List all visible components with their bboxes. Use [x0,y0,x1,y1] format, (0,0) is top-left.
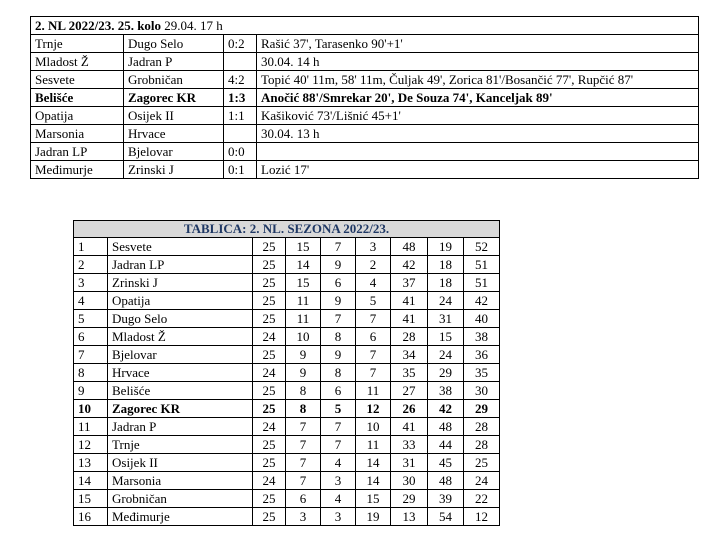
score: 0:0 [224,143,257,161]
home-team: Opatija [31,107,124,125]
wins: 9 [286,346,321,364]
points: 51 [464,274,500,292]
played: 24 [253,328,286,346]
position: 7 [74,346,108,364]
draws: 8 [321,364,356,382]
goals-against: 31 [428,310,464,328]
losses: 7 [356,310,391,328]
goals-against: 18 [428,274,464,292]
goals-for: 28 [391,328,428,346]
losses: 2 [356,256,391,274]
goals-for: 41 [391,310,428,328]
draws: 6 [321,382,356,400]
goals-for: 27 [391,382,428,400]
losses: 4 [356,274,391,292]
wins: 10 [286,328,321,346]
points: 51 [464,256,500,274]
draws: 3 [321,472,356,490]
results-table [30,16,699,179]
goals-for: 37 [391,274,428,292]
standings-row [74,418,500,436]
played: 24 [253,364,286,382]
goals-for: 31 [391,454,428,472]
standings-row [74,364,500,382]
away-team: Bjelovar [124,143,224,161]
wins: 15 [286,274,321,292]
goals-against: 42 [428,400,464,418]
wins: 7 [286,436,321,454]
goals-against: 24 [428,346,464,364]
goals-for: 33 [391,436,428,454]
played: 25 [253,310,286,328]
away-team: Osijek II [124,107,224,125]
goals-for: 30 [391,472,428,490]
goals-for: 35 [391,364,428,382]
scorers: Kašiković 73'/Lišnić 45+1' [257,107,699,125]
scorers: Anočić 88'/Smrekar 20', De Souza 74', Kanceljak 89' [257,89,699,107]
goals-for: 29 [391,490,428,508]
scorers [257,143,699,161]
draws: 7 [321,310,356,328]
away-team: Zagorec KR [124,89,224,107]
result-row [31,53,699,71]
points: 36 [464,346,500,364]
wins: 8 [286,400,321,418]
wins: 11 [286,292,321,310]
wins: 8 [286,382,321,400]
result-row [31,71,699,89]
team-name: Sesvete [108,238,253,256]
goals-against: 24 [428,292,464,310]
home-team: Trnje [31,35,124,53]
points: 22 [464,490,500,508]
goals-against: 38 [428,382,464,400]
points: 52 [464,238,500,256]
played: 24 [253,418,286,436]
draws: 6 [321,274,356,292]
team-name: Bjelovar [108,346,253,364]
losses: 7 [356,364,391,382]
goals-against: 45 [428,454,464,472]
draws: 8 [321,328,356,346]
goals-against: 19 [428,238,464,256]
draws: 7 [321,436,356,454]
scorers: Lozić 17' [257,161,699,179]
losses: 11 [356,436,391,454]
wins: 11 [286,310,321,328]
played: 25 [253,346,286,364]
position: 12 [74,436,108,454]
standings-row [74,454,500,472]
team-name: Hrvace [108,364,253,382]
round-date: 29.04. 17 h [161,17,223,33]
played: 24 [253,472,286,490]
standings-row [74,490,500,508]
played: 25 [253,274,286,292]
result-row [31,143,699,161]
played: 25 [253,436,286,454]
losses: 6 [356,328,391,346]
result-row [31,161,699,179]
wins: 3 [286,508,321,526]
goals-for: 41 [391,292,428,310]
score: 0:1 [224,161,257,179]
draws: 3 [321,508,356,526]
standings-table [73,220,500,526]
score: 4:2 [224,71,257,89]
standings-title: TABLICA: 2. NL. SEZONA 2022/23. [74,221,500,238]
team-name: Marsonia [108,472,253,490]
team-name: Dugo Selo [108,310,253,328]
draws: 7 [321,238,356,256]
losses: 3 [356,238,391,256]
standings-row [74,436,500,454]
draws: 5 [321,400,356,418]
draws: 9 [321,256,356,274]
wins: 9 [286,364,321,382]
result-row [31,89,699,107]
position: 6 [74,328,108,346]
team-name: Trnje [108,436,253,454]
goals-against: 48 [428,472,464,490]
position: 16 [74,508,108,526]
draws: 4 [321,454,356,472]
goals-for: 26 [391,400,428,418]
team-name: Mladost Ž [108,328,253,346]
losses: 14 [356,454,391,472]
draws: 9 [321,292,356,310]
wins: 6 [286,490,321,508]
home-team: Marsonia [31,125,124,143]
points: 30 [464,382,500,400]
team-name: Međimurje [108,508,253,526]
played: 25 [253,400,286,418]
standings-row [74,400,500,418]
played: 25 [253,292,286,310]
scorers: 30.04. 14 h [257,53,699,71]
wins: 7 [286,472,321,490]
away-team: Hrvace [124,125,224,143]
away-team: Jadran P [124,53,224,71]
losses: 12 [356,400,391,418]
home-team: Međimurje [31,161,124,179]
results-header-row [31,17,699,35]
result-row [31,125,699,143]
goals-against: 29 [428,364,464,382]
played: 25 [253,238,286,256]
wins: 15 [286,238,321,256]
points: 38 [464,328,500,346]
position: 13 [74,454,108,472]
home-team: Sesvete [31,71,124,89]
played: 25 [253,508,286,526]
losses: 19 [356,508,391,526]
position: 2 [74,256,108,274]
home-team: Belišće [31,89,124,107]
team-name: Osijek II [108,454,253,472]
goals-against: 39 [428,490,464,508]
goals-for: 13 [391,508,428,526]
played: 25 [253,454,286,472]
scorers: Topić 40' 11m, 58' 11m, Čuljak 49', Zorica 81'/Bosančić 77', Rupčić 87' [257,71,699,89]
result-row [31,107,699,125]
played: 25 [253,382,286,400]
scorers: 30.04. 13 h [257,125,699,143]
goals-against: 48 [428,418,464,436]
points: 42 [464,292,500,310]
standings-row [74,292,500,310]
position: 9 [74,382,108,400]
score: 1:1 [224,107,257,125]
team-name: Belišće [108,382,253,400]
wins: 7 [286,454,321,472]
goals-against: 54 [428,508,464,526]
losses: 7 [356,346,391,364]
played: 25 [253,256,286,274]
points: 40 [464,310,500,328]
position: 3 [74,274,108,292]
goals-for: 42 [391,256,428,274]
points: 29 [464,400,500,418]
draws: 7 [321,418,356,436]
score [224,125,257,143]
standings-row [74,346,500,364]
team-name: Jadran LP [108,256,253,274]
losses: 11 [356,382,391,400]
losses: 14 [356,472,391,490]
goals-for: 48 [391,238,428,256]
team-name: Zrinski J [108,274,253,292]
scorers: Rašić 37', Tarasenko 90'+1' [257,35,699,53]
goals-for: 41 [391,418,428,436]
home-team: Mladost Ž [31,53,124,71]
standings-title-row [74,221,500,238]
standings-row [74,328,500,346]
losses: 10 [356,418,391,436]
points: 28 [464,436,500,454]
score: 0:2 [224,35,257,53]
position: 4 [74,292,108,310]
played: 25 [253,490,286,508]
standings-row [74,256,500,274]
wins: 14 [286,256,321,274]
draws: 9 [321,346,356,364]
losses: 5 [356,292,391,310]
position: 8 [74,364,108,382]
score [224,53,257,71]
draws: 4 [321,490,356,508]
team-name: Opatija [108,292,253,310]
goals-against: 18 [428,256,464,274]
points: 28 [464,418,500,436]
score: 1:3 [224,89,257,107]
standings-row [74,382,500,400]
away-team: Dugo Selo [124,35,224,53]
points: 25 [464,454,500,472]
losses: 15 [356,490,391,508]
standings-row [74,508,500,526]
position: 5 [74,310,108,328]
wins: 7 [286,418,321,436]
goals-against: 44 [428,436,464,454]
away-team: Zrinski J [124,161,224,179]
standings-row [74,238,500,256]
standings-row [74,274,500,292]
team-name: Grobničan [108,490,253,508]
standings-row [74,310,500,328]
home-team: Jadran LP [31,143,124,161]
standings-row [74,472,500,490]
points: 24 [464,472,500,490]
points: 35 [464,364,500,382]
result-row [31,35,699,53]
position: 15 [74,490,108,508]
position: 1 [74,238,108,256]
round-title: 2. NL 2022/23. 25. kolo [35,17,162,33]
position: 10 [74,400,108,418]
team-name: Zagorec KR [108,400,253,418]
goals-against: 15 [428,328,464,346]
points: 12 [464,508,500,526]
position: 11 [74,418,108,436]
goals-for: 34 [391,346,428,364]
team-name: Jadran P [108,418,253,436]
position: 14 [74,472,108,490]
results-header [31,17,699,35]
away-team: Grobničan [124,71,224,89]
